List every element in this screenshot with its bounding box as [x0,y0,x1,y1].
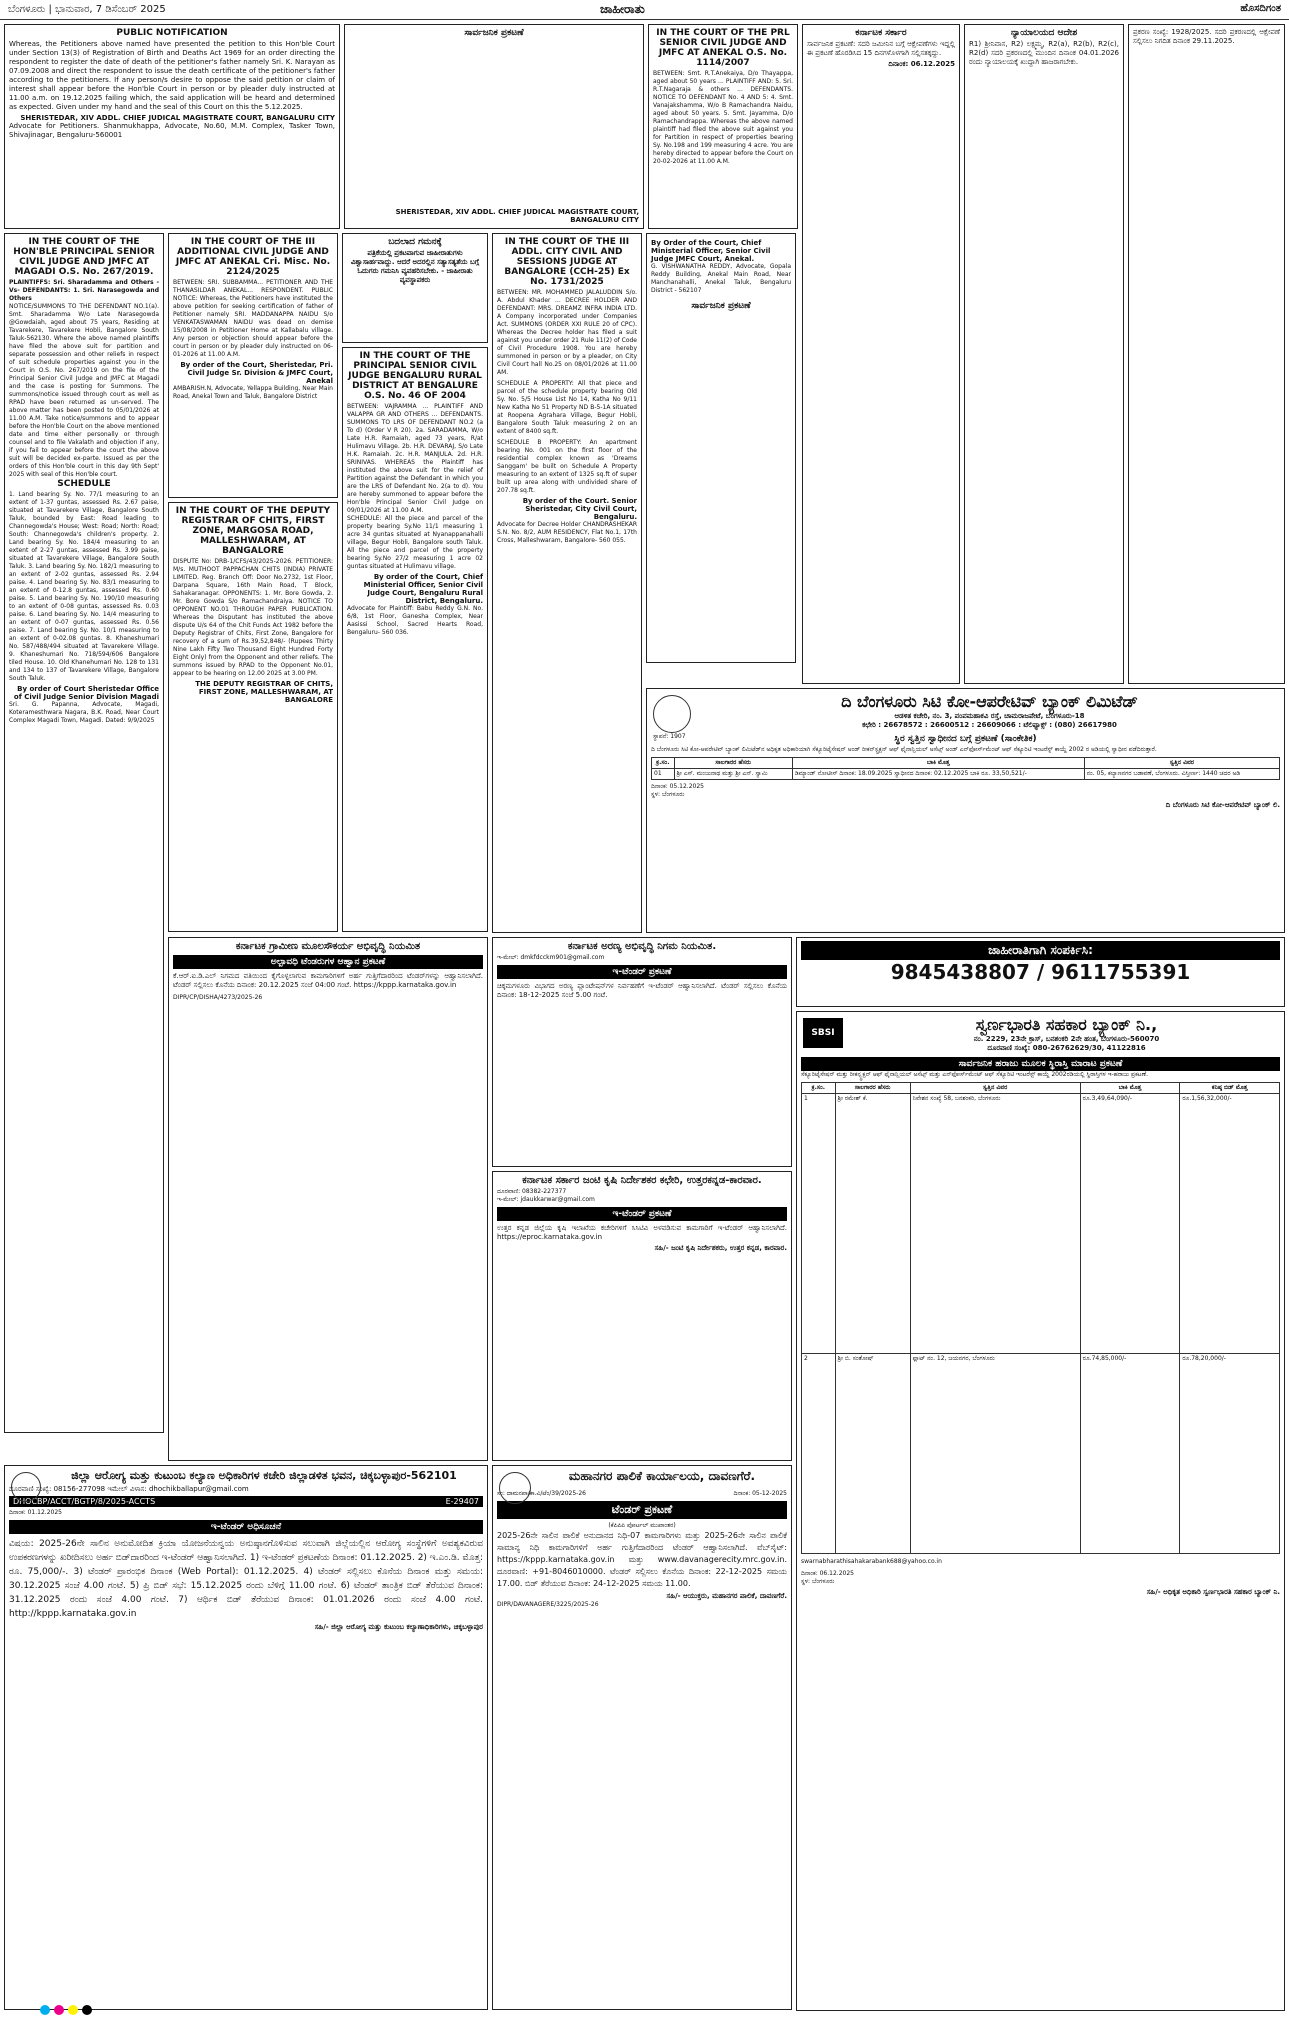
sbsi-phone: ದೂರವಾಣಿ ಸಂಖ್ಯೆ: 080-26762629/30, 41122816 [987,1044,1146,1052]
header-date: ಬೆಂಗಳೂರು | ಭಾನುವಾರ, 7 ಡಿಸೆಂಬರ್ 2025 [8,4,166,15]
bank-col-sl: ಕ್ರ.ಸಂ. [652,758,675,769]
agri-tender-title: ಇ-ಟೆಂಡರ್ ಪ್ರಕಟಣೆ [497,1207,787,1221]
sbsi-name: ಸ್ವರ್ಣಭಾರತಿ ಸಹಕಾರ ಬ್ಯಾಂಕ್ ನಿ., [975,1015,1158,1034]
bank-col-due: ಬಾಕಿ ಮೊತ್ತ [792,758,1084,769]
kn-notice-2 [964,24,1124,684]
magadi-sign: By order of Court Sheristedar Office of Civil Judge Senior Division Magadi [13,685,159,701]
corp-tender: ಟೆಂಡರ್ ಪ್ರಕಟಣೆ [497,1501,787,1519]
contact-ad [796,937,1285,1007]
agri-email: ಇ-ಮೇಲ್: jdaukkarwar@gmail.com [497,1196,595,1203]
sbsi-cell: ರೂ.3,49,64,090/- [1080,1094,1180,1354]
corp-date: ದಿನಾಂಕ: 05-12-2025 [733,1490,787,1497]
mid-title: ಸಾರ್ವಜನಿಕ ಪ್ರಕಟಣೆ [691,301,751,311]
corp-sub: (ಕೆಪಿಪಿಪಿ ಪೋರ್ಟಲ್ ಮುಖಾಂತರ) [608,1522,676,1529]
sbsi-col: ಕ್ರ.ಸಂ. [802,1083,836,1094]
rural-body: BETWEEN: VAJRAMMA ... PLAINTIFF AND VALAPPA GR AND OTHERS ... DEFENDANTS. SUMMONS TO LRS OF DEFENDANT NO.2 (a To d) (Order V R 20). 2a. SARADAMMA, W/o Late H.R. Ramaiah, aged 73 years, R/at Hulimavu Village. 2b. H.R. DEVARAJ, S/o Late H.K. Ramaiah. 2c. H.R. MANJULA. 2d. H.R. SRINIVAS. WHEREAS the Plaintiff has instituted the above suit for the relief of Partition against the Defendant in which you are the LRS of Defendant No. 2(a to d). You are hereby summoned to appear before the Hon'ble Principal Senior Civil Judge on 09/01/2026 at 11.00 A.M. [347,403,483,514]
public-notification-ad [4,24,340,229]
bank-cell: ನಂ. 05, ಕಲ್ಯಾಣನಗರ ಬಡಾವಣೆ, ಬೆಂಗಳೂರು. ವಿಸ್ತೀರ್ಣ: 1440 ಚದರ ಅಡಿ [1084,769,1279,780]
bank-cell: 01 [652,769,675,780]
rural-sign: By order of the Court, Chief Ministerial Officer, Senior Civil Judge Court, Bengaluru Rural District, Bengaluru. [363,573,483,605]
forest-corp-ad [492,937,792,1167]
table-row [802,1094,1280,1354]
registration-mark-cyan [40,2005,50,2015]
deputy-body: DISPUTE No: DRB-1/CFS/43/2025-2026. PETITIONER: M/s. MUTHOOT PAPPACHAN CHITS (INDIA) PRIVATE LIMITED. Reg. Branch Off: Door No.2732, 1st Floor, Darpana Square, 16th Main Road, T Block, Sahakaranagar. OPPONENTS: 1. Mr. Bore Gowda, 2. Mr. Bore Gowda S/o Ramachandraiya. NOTICE TO OPPONENT NO.01 THROUGH PAPER PUBLICATION. Whereas the Disputant has instituted the above dispute U/s 64 of the Chit Funds Act 1982 before the Deputy Registrar of Chits, First Zone, Bangalore for recovery of a sum of Rs.39,52,848/- (Rupees Thirty Nine Lakh Fifty Two Thousand Eight Hundred Forty Eight Only) from the Opponent and other reliefs. The summons issued by RPAD to the Opponent No.01, appear to be hearing on 12.00 2025 at 3.00 PM. [173,558,333,677]
sbsi-notice-body: ಸೆಕ್ಯೂರಿಟೈಸೇಷನ್ ಮತ್ತು ರೀಕನ್ಸ್ಟ್ರಕ್ಷನ್ ಆಫ್ ಫೈನಾನ್ಷಿಯಲ್ ಅಸೆಟ್ಸ್ ಮತ್ತು ಎನ್‌ಫೋರ್ಸ್‌ಮೆಂಟ್ ಆಫ್ ಸೆಕ್ಯೂರಿಟಿ ಇಂಟರೆಸ್ಟ್ ಕಾಯ್ದೆ 2002ರಡಿಯಲ್ಲಿ ಸ್ಥಿರಾಸ್ತಿಗಳ ಇ-ಹರಾಜು ಪ್ರಕಟಣೆ. [801,1071,1148,1078]
govt-emblem-icon [11,1472,41,1502]
contact-title: ಜಾಹೀರಾತಿಗಾಗಿ ಸಂಪರ್ಕಿಸಿ: [801,941,1280,960]
sbsi-col: ಕನಿಷ್ಠ ಬಿಡ್ ಮೊತ್ತ [1180,1083,1280,1094]
deputy-registrar-ad [168,502,338,932]
contact-phone: 9845438807 / 9611755391 [890,960,1191,984]
rural-schedule: SCHEDULE: All the piece and parcel of the property bearing Sy.No 11/1 measuring 1 acre 34 guntas situated at Nyanappanahalli village, Begur Hobli, Bangalore south Taluk. All the piece and parcel of the property bearing Sy.No 27/2 measuring 1 acre 02 guntas situated at Hulimavu village. [347,515,483,570]
bank-address: ಆಡಳಿತ ಕಚೇರಿ, ನಂ. 3, ಪಂಪಮಹಾಕವಿ ರಸ್ತೆ, ಚಾಮರಾಜಪೇಟೆ, ಬೆಂಗಳೂರು-18 [894,712,1085,720]
agri-body: ಉತ್ತರ ಕನ್ನಡ ಜಿಲ್ಲೆಯ ಕೃಷಿ ಇಲಾಖೆಯ ಕಚೇರಿಗಳಿಗೆ ಸಿಸಿಟಿವಿ ಅಳವಡಿಸುವ ಕಾಮಗಾರಿಗೆ ಇ-ಟೆಂಡರ್ ಆಹ್ವಾನಿಸಲಾಗಿದೆ. https://eproc.karnataka.gov.in [497,1224,787,1241]
kn-notice-1-body: ಸಾರ್ವಜನಿಕ ಪ್ರಕಟಣೆ: ಸದರಿ ಜಮೀನಿನ ಬಗ್ಗೆ ಆಕ್ಷೇಪಣೆಗಳು ಇದ್ದಲ್ಲಿ ಈ ಪ್ರಕಟಣೆ ಹೊರಡಿಸಿದ 15 ದಿನಗಳೊಳಗಾಗಿ ಸಲ್ಲಿಸತಕ್ಕದ್ದು. [807,40,955,57]
bank-col-property: ಸ್ವತ್ತಿನ ವಿವರ [1084,758,1279,769]
rural-advocate: Advocate for Plaintiff: Babu Reddy G.N. No. 6/8, 1st Floor, Ganesha Complex, Near Aasissi School, Sacred Hearts Road, Bengaluru- 560 036. [347,605,483,636]
corp-title: ಮಹಾನಗರ ಪಾಲಿಕೆ ಕಾರ್ಯಾಲಯ, ದಾವಣಗೆರೆ. [568,1469,756,1483]
magadi-court-ad [4,233,164,1433]
magadi-body: NOTICE/SUMMONS TO THE DEFENDANT NO.1(a). Smt. Sharadamma W/o Late Narasegowda @Gowdaiah, aged about 75 years, Residing at Tavarekere, Tavarekere Hobli, Bangalore South Taluk-562130. Where the above named plaintiffs have filed the above suit for partition and separate possession and other reliefs in respect of suit schedule properties against you in the Court in O.S. No. 267/2019 on the file of the Principal Senior Civil Judge and JMFC at Magadi and the case is posting for Summons. The summons/notice issued through court as well as RPAD have been returned as un-served. The above matter has been posted to 05/01/2026 at 11.00 A.M. Take notice/summons and to appear before the Hon'ble Court on the above mentioned date and time either personally or through counsel and to file Vakalath and objection if any, if you fail to appear before the court the above suit will be decided ex-parte. Issued as per the orders of this Hon'ble court in this day 9th Sept' 2025 with seal of this Hon'ble court. [9,303,159,478]
city-schedule-b: SCHEDULE B PROPERTY: An apartment bearing No. 001 on the first floor of the residential complex known as 'Dreams Sanggam' be built on Schedule A Property measuring to an extent of 1325 sq.ft of super built up area along with undivided share of 207.78 sq.ft. [497,439,637,494]
kn-notice-1-date: ದಿನಾಂಕ: 06.12.2025 [888,60,955,68]
table-row [802,1354,1280,1554]
city-coop-bank-ad [646,688,1285,933]
registration-mark-yellow [68,2005,78,2015]
health-tender: ಇ-ಟೆಂಡರ್ ಅಧಿಸೂಚನೆ [9,1520,483,1534]
sarvajanika-title: ಸಾರ್ವಜನಿಕ ಪ್ರಕಟಣೆ [464,28,524,38]
header-section: ಜಾಹೀರಾತು [600,2,645,16]
sbsi-col: ಸಾಲಗಾರರ ಹೆಸರು [835,1083,910,1094]
corp-sign: ಸಹಿ/- ಆಯುಕ್ತರು, ಮಹಾನಗರ ಪಾಲಿಕೆ, ದಾವಣಗೆರೆ. [666,1592,787,1600]
anekal-court-ad [168,233,338,498]
bank-table-header [652,758,1280,769]
kn-notice-1-title: ಕರ್ನಾಟಕ ಸರ್ಕಾರ [855,28,907,38]
forest-title: ಕರ್ನಾಟಕ ಅರಣ್ಯ ಅಭಿವೃದ್ಧಿ ನಿಗಮ ನಿಯಮಿತ. [567,941,717,952]
sbsi-cell: ರೂ.78,20,000/- [1180,1354,1280,1554]
deputy-sign: THE DEPUTY REGISTRAR OF CHITS, FIRST ZONE, MALLESHWARAM, AT BANGALORE [195,680,333,704]
table-row [652,769,1280,780]
krida-body: ಕೆ.ಆರ್.ಐ.ಡಿ.ಎಲ್ ನಿಗಮದ ವತಿಯಿಂದ ಕೈಗೊಳ್ಳಲಾಗುವ ಕಾಮಗಾರಿಗಳಿಗೆ ಅರ್ಹ ಗುತ್ತಿಗೆದಾರರಿಂದ ಟೆಂಡರ್‌ಗಳನ್ನು ಆಹ್ವಾನಿಸಲಾಗಿದೆ. ಟೆಂಡರ್ ಸಲ್ಲಿಸಲು ಕೊನೆಯ ದಿನಾಂಕ: 20.12.2025 ಸಂಜೆ 04:00 ಗಂಟೆ. https://kppp.karnataka.gov.in [173,972,483,989]
krida-tender-title: ಅಲ್ಪಾವಧಿ ಟೆಂಡರುಗಳ ಆಹ್ವಾನ ಪ್ರಕಟಣೆ [173,955,483,969]
sbsi-cell: ಫ್ಲಾಟ್ ನಂ. 12, ಜಯನಗರ, ಬೆಂಗಳೂರು [910,1354,1080,1554]
header-paper: ಹೊಸದಿಗಂತ [1240,3,1281,14]
reader-notice-title: ಬದಲಾದ ಗಮನಕ್ಕೆ [388,237,442,247]
public-notification-advocate: Advocate for Petitioners. Shanmukhappa, Advocate, No.60, M.M. Complex, Tasker Town, Shivajinagar, Bengaluru-560001 [9,122,335,139]
sbsi-cell: ರೂ.74,85,000/- [1080,1354,1180,1554]
health-sign: ಸಹಿ/- ಜಿಲ್ಲಾ ಆರೋಗ್ಯ ಮತ್ತು ಕುಟುಂಬ ಕಲ್ಯಾಣಾಧಿಕಾರಿಗಳು, ಚಿಕ್ಕಬಳ್ಳಾಪುರ [314,1623,483,1631]
corp-code: DIPR/DAVANAGERE/3225/2025-26 [497,1601,599,1608]
sbsi-col: ಸ್ವತ್ತಿನ ವಿವರ [910,1083,1080,1094]
health-phone: ದೂರವಾಣಿ ಸಂಖ್ಯೆ: 08156-277098 ಇಮೇಲ್ ವಿಳಾಸ: dhochikballapur@gmail.com [9,1485,249,1493]
anekal-pril-sign: By Order of the Court, Chief Ministerial Officer, Senior Civil Judge JMFC Court, Anekal. [651,239,771,263]
anekal-title: IN THE COURT OF THE III ADDITIONAL CIVIL JUDGE AND JMFC AT ANEKAL Cri. Misc. No. 2124/2025 [175,237,331,277]
rural-court-ad [342,347,488,932]
sbsi-cell: 1 [802,1094,836,1354]
deputy-title: IN THE COURT OF THE DEPUTY REGISTRAR OF CHITS, FIRST ZONE, MARGOSA ROAD, MALLESHWARAM, AT BANGALORE [175,506,331,556]
krida-title: ಕರ್ನಾಟಕ ಗ್ರಾಮೀಣ ಮೂಲಸೌಕರ್ಯ ಅಭಿವೃದ್ಧಿ ನಿಯಮಿತ [235,941,421,952]
bank-notice-title: ಸ್ಥಿರ ಸ್ವತ್ತಿನ ಸ್ವಾಧೀನದ ಬಗ್ಗೆ ಪ್ರಕಟಣೆ (ಸಾಂಕೇತಿಕ) [894,734,1037,744]
swarnabharathi-bank-ad [796,1011,1285,2011]
health-body: ವಿಷಯ: 2025-26ನೇ ಸಾಲಿನ ಅನುಮೋದಿತ ಕ್ರಿಯಾ ಯೋಜನೆಯನ್ವಯ ಅನುಷ್ಠಾನಗೊಳಿಸುವ ಸಲುವಾಗಿ ಜಿಲ್ಲೆಯಲ್ಲಿನ ಆರೋಗ್ಯ ಸಂಸ್ಥೆಗಳಿಗೆ ಅವಶ್ಯಕವಿರುವ ಉಪಕರಣಗಳನ್ನು ಖರೀದಿಸಲು ಅರ್ಹ ಬಿಡ್‌ದಾರರಿಂದ ಇ-ಟೆಂಡರ್ ಆಹ್ವಾನಿಸಲಾಗಿದೆ. 1) ಇ-ಟೆಂಡರ್ ಪ್ರಕಟಣೆಯ ದಿನಾಂಕ: 01.12.2025. 2) ಇ.ಎಂ.ಡಿ. ಮೊತ್ತ: ರೂ. 75,000/-. 3) ಟೆಂಡರ್ ಪ್ರಾರಂಭಿಕ ದಿನಾಂಕ (Web Portal): 01.12.2025. 4) ಟೆಂಡರ್ ಸಲ್ಲಿಸಲು ಕೊನೆಯ ದಿನಾಂಕ ಮತ್ತು ಸಮಯ: 30.12.2025 ಸಂಜೆ 4.00 ಗಂಟೆ. 5) ಪ್ರಿ ಬಿಡ್ ಸಭೆ: 15.12.2025 ರಂದು ಬೆಳಿಗ್ಗೆ 11.00 ಗಂಟೆ. 6) ಟೆಂಡರ್ ತಾಂತ್ರಿಕ ಬಿಡ್ ತೆರೆಯುವ ದಿನಾಂಕ: 31.12.2025 ರಂದು ಸಂಜೆ 4.00 ಗಂಟೆ. 7) ಆರ್ಥಿಕ ಬಿಡ್ ತೆರೆಯುವ ದಿನಾಂಕ: 01.01.2026 ರಂದು ಸಂಜೆ 4.00 ಗಂಟೆ. http://kppp.karnataka.gov.in [9,1539,483,1619]
page-header [0,0,1289,20]
sbsi-email: swarnabharathisahakarabank688@yahoo.co.in [801,1558,942,1565]
bank-name: ದಿ ಬೆಂಗಳೂರು ಸಿಟಿ ಕೋ-ಆಪರೇಟಿವ್ ಬ್ಯಾಂಕ್ ಲಿಮಿಟೆಡ್ [841,692,1138,711]
anekal-pril-title: IN THE COURT OF THE PRL SENIOR CIVIL JUDGE AND JMFC AT ANEKAL O.S. No. 1114/2007 [656,28,790,68]
sbsi-cell: ನಿವೇಶನ ಸಂಖ್ಯೆ 58, ಬನಶಂಕರಿ, ಬೆಂಗಳೂರು [910,1094,1080,1354]
magadi-schedule-title: SCHEDULE [57,479,111,489]
sbsi-address: ನಂ. 2229, 23ನೇ ಕ್ರಾಸ್, ಬನಶಂಕರಿ 2ನೇ ಹಂತ, ಬೆಂಗಳೂರು-560070 [973,1035,1160,1043]
public-notification-sign: SHERISTEDAR, XIV ADDL. CHIEF JUDICAL MAGISTRATE COURT, BANGALURU CITY [20,114,335,122]
kn-notice-2-title: ನ್ಯಾಯಾಲಯದ ಆದೇಶ [1010,28,1078,38]
bank-cell: ಡಿಮ್ಯಾಂಡ್ ನೋಟೀಸ್ ದಿನಾಂಕ: 18.09.2025 ಸ್ವಾಧೀನದ ದಿನಾಂಕ: 02.12.2025 ಬಾಕಿ ರೂ. 33,50,521/- [792,769,1084,780]
davanagere-corp-ad [492,1465,792,2010]
magadi-advocate: Sri. G. Papanna, Advocate, Magadi, Koteramesthwara Nagara, B.K. Road, Near Court Complex Magadi Town, Magadi. Dated: 9/9/2025 [9,701,159,724]
registration-mark-black [82,2005,92,2015]
kn-notice-3-body: ಪ್ರಕರಣ ಸಂಖ್ಯೆ: 1928/2025. ಸದರಿ ಪ್ರಕರಣದಲ್ಲಿ ಆಕ್ಷೇಪಣೆ ಸಲ್ಲಿಸಲು ನಿಗದಿತ ದಿನಾಂಕ 29.11.2025. [1133,28,1280,45]
corp-ref-line [497,1490,787,1498]
anekal-pril-body: BETWEEN: Smt. R.T.Anekaiya, D/o Thayappa, aged about 50 years ... PLAINTIFF AND: 5. Sri. R.T.Nagaraja & others ... DEFENDANTS. NOTICE TO DEFENDANT No. 4 AND 5: 4. Smt. Vanajakshamma, W/o B Ramachandra Naidu, aged about 50 years. 5. Smt. Jayamma, D/o Ramachandrappa. Whereas the above named plaintiff had filed the above suit against you for Partition in respect of properties bearing Sy. No.198 and 199 measuring 4 acre. You are hereby directed to appear before the Court on 20-02-2026 at 11.00 A.M. [653,70,793,165]
anekal-body: BETWEEN: SRI. SUBBAMMA... PETITIONER AND THE THANASILDAR ANEKAL... RESPONDENT. PUBLIC NOTICE: Whereas, the Petitioners have instituted the above petition for seeking certification of father of Petitioner namely SRI. MADDANAPPA NAIDU S/o VENKATASWAMAN NAIDU was dead on demise 15/08/2008 in Petitioner Home at Kallabalu village. Any person or objection should appear before the court in person or by pleader duly instructed on 06-01-2026 at 11.00 A.M. [173,279,333,358]
forest-email: ಇ-ಮೇಲ್: dmkfdcckm901@gmail.com [497,954,605,961]
forest-tender-body: ಚಿಕ್ಕಮಗಳೂರು ವಿಭಾಗದ ಅರಣ್ಯ ಪ್ಲಾಂಟೇಷನ್‌ಗಳ ನಿರ್ವಹಣೆಗೆ ಇ-ಟೆಂಡರ್ ಆಹ್ವಾನಿಸಲಾಗಿದೆ. ಟೆಂಡರ್ ಸಲ್ಲಿಸಲು ಕೊನೆಯ ದಿನಾಂಕ: 18-12-2025 ಸಂಜೆ 5.00 ಗಂಟೆ. [497,982,787,999]
magadi-schedule: 1. Land bearing Sy. No. 77/1 measuring to an extent of 1-37 guntas, assessed Rs. 2.67 paise, situated at Tavarekere Village, Bangalore South Taluk, bounded by East: Road leading to Channegowda's House; West: Road; North: Road; South: Channegowda's children's property. 2. Land bearing Sy. No. 184/4 measuring to an extent of 2-27 guntas, assessed Rs. 3.99 paise, situated at Tavarekere Village, Bangalore South Taluk. 3. Land bearing Sy. No. 182/1 measuring to an extent of 2-02 guntas, assessed Rs. 2.94 paise. 4. Land bearing Sy. No. 83/1 measuring to an extent of 0-12.8 guntas, assessed Rs. 0.60 paise. 5. Land bearing Sy. No. 190/10 measuring to an extent of 0-08 guntas, assessed Rs. 0.03 paise. 6. Land bearing Sy. No. 14/4 measuring to an extent of 0-07 guntas, assessed Rs. 0.56 paise. 7. Land bearing Sy. No. 10/1 measuring to an extent of 0-02.08 guntas. 8. Khaneshumari No. 587/488/494 situated at Tavarekere Village. 9. Khaneshumari No. 718/594/606 Bangalore tiled House. 10. Old Khanehumari No. 128 to 131 and 134 to 137 of Tavarekere Village, Bangalore South Taluk. [9,491,159,682]
reader-notice-ad [342,233,488,343]
krida-ad [168,937,488,1461]
sbsi-cell: ಶ್ರೀ ಬಿ. ಸಂತೋಷ್ [835,1354,910,1554]
sbsi-table-header [802,1083,1280,1094]
agri-title: ಕರ್ನಾಟಕ ಸರ್ಕಾರ ಜಂಟಿ ಕೃಷಿ ನಿರ್ದೇಶಕರ ಕಛೇರಿ, ಉತ್ತರಕನ್ನಡ-ಕಾರವಾರ. [522,1175,762,1186]
corp-ref: ಸಂ: ದಾಮನಪಾ/ಕಾ.ವಿ/ಟೆಂ/39/2025-26 [497,1490,586,1497]
bank-sign: ದಿ ಬೆಂಗಳೂರು ಸಿಟಿ ಕೋ-ಆಪರೇಟಿವ್ ಬ್ಯಾಂಕ್ ಲಿ. [1165,801,1280,809]
anekal-pril-cont-ad [646,233,796,663]
corp-body: 2025-26ನೇ ಸಾಲಿನ ಪಾಲಿಕೆ ಅನುದಾನದ ನಿಧಿ-07 ಕಾಮಗಾರಿಗಳು ಮತ್ತು 2025-26ನೇ ಸಾಲಿನ ಪಾಲಿಕೆ ಸಾಮಾನ್ಯ ನಿಧಿ ಕಾಮಗಾರಿಗಳಿಗೆ ಅರ್ಹ ಗುತ್ತಿಗೆದಾರರಿಂದ ಟೆಂಡರ್ ಆಹ್ವಾನಿಸಲಾಗಿದೆ. ವೆಬ್‌ಸೈಟ್: https://kppp.karnataka.gov.in ಮತ್ತು www.davanagerecity.mrc.gov.in. ದೂರವಾಣಿ: +91-8046010000. ಟೆಂಡರ್ ಸಲ್ಲಿಸಲು ಕೊನೆಯ ದಿನಾಂಕ: 22-12-2025 ಸಮಯ 17.00. ಬಿಡ್ ತೆರೆಯುವ ದಿನಾಂಕ: 24-12-2025 ಸಮಯ 11.00. [497,1531,787,1588]
sbsi-notice-title: ಸಾರ್ವಜನಿಕ ಹರಾಜು ಮೂಲಕ ಸ್ಥಿರಾಸ್ತಿ ಮಾರಾಟ ಪ್ರಕಟಣೆ [801,1057,1280,1071]
anekal-pril-advocate: G. VISHWANATHA REDDY, Advocate, Gopala Reddy Building, Anekal Main Road, Near Manchanahalli, Anekal Taluk, Bengaluru District - 562107 [651,263,791,294]
krida-code: DIPR/CP/DISHA/4273/2025-26 [173,994,263,1001]
reader-notice-body: ಪತ್ರಿಕೆಯಲ್ಲಿ ಪ್ರಕಟವಾಗುವ ಜಾಹೀರಾತುಗಳು ವಿಶ್ವಾಸಾರ್ಹವಾದ್ದು. ಆದರೆ ಅದರಲ್ಲಿನ ಸತ್ಯಾಸತ್ಯತೆಯ ಬಗ್ಗೆ ಓದುಗರು ಗಮನಿಸಿ ವ್ಯವಹರಿಸಬೇಕು. - ಜಾಹೀರಾತು ವ್ಯವಸ್ಥಾಪಕರು [350,249,480,284]
agri-phone: ದೂರವಾಣಿ: 08382-227377 [497,1188,567,1195]
bank-phone: ಕಛೇರಿ : 26678572 : 26600512 : 26609066 : ಟೆಲಿಫ್ಯಾಕ್ಸ್ : (080) 26617980 [862,721,1117,729]
city-body: BETWEEN: MR. MOHAMMED JALALUDDIN S/o. A. Abdul Khader ... DECREE HOLDER AND DEFENDANT: MRS. DREAMZ INFRA INDIA LTD. A Company incorporated under Companies Act. SUMMONS (ORDER XXI RULE 20 of CPC). Whereas the Decree holder has filed a suit against you under order 21 Rule 11(2) of Code of Civil Procedure 1908. You are hereby summoned in person or by a pleader, on City Civil Court hall No.25 on 08/01/2026 at 11.00 AM. [497,289,637,376]
rural-title: IN THE COURT OF THE PRINCIPAL SENIOR CIVIL JUDGE BENGALURU RURAL DISTRICT AT BENGALURE O.S. No. 46 OF 2004 [348,351,482,401]
city-advocate: Advocate for Decree Holder CHANDRASHEKAR S.N. No. 8/2, AUM RESIDENCY, Flat No.1, 17th Cross, Malleshwaram, Bangalore- 560 055. [497,521,637,544]
kn-notice-1 [802,24,960,684]
forest-tender-title: ಇ-ಟೆಂಡರ್ ಪ್ರಕಟಣೆ [497,965,787,979]
sbsi-date: ದಿನಾಂಕ: 06.12.2025 [801,1570,854,1577]
bank-cell: ಶ್ರೀ ಎಸ್. ಮಂಜುನಾಥ ಮತ್ತು ಶ್ರೀ ಎನ್. ಸ್ವಾಮಿ [674,769,792,780]
anekal-pril-ad [648,24,798,229]
bank-logo-icon [653,695,691,733]
bank-table [651,757,1280,780]
bank-notice-body: ದಿ ಬೆಂಗಳೂರು ಸಿಟಿ ಕೋ-ಆಪರೇಟಿವ್ ಬ್ಯಾಂಕ್ ಲಿಮಿಟೆಡ್‌ನ ಅಧಿಕೃತ ಅಧಿಕಾರಿಯಾಗಿ ಸೆಕ್ಯೂರಿಟೈಸೇಷನ್ ಅಂಡ್ ರೀಕನ್‌ಸ್ಟ್ರಕ್ಷನ್ ಆಫ್ ಫೈನಾನ್ಷಿಯಲ್ ಅಸೆಟ್ಸ್ ಅಂಡ್ ಎನ್‌ಫೋರ್ಸ್‌ಮೆಂಟ್ ಆಫ್ ಸೆಕ್ಯೂರಿಟಿ ಇಂಟರೆಸ್ಟ್ ಕಾಯ್ದೆ 2002 ರ ಅಡಿಯಲ್ಲಿ ಸ್ವಾಧೀನ ಪಡೆದಿರುತ್ತಾರೆ. [651,746,1157,753]
health-code: E-29407 [445,1497,479,1506]
bank-date: ದಿನಾಂಕ: 05.12.2025 [651,783,704,790]
sarvajanika-ad [344,24,644,229]
corp-logo-icon [499,1472,531,1504]
bank-col-name: ಸಾಲಗಾರರ ಹೆಸರು [674,758,792,769]
sbsi-table [801,1082,1280,1554]
agri-office-ad [492,1171,792,1461]
agri-sign: ಸಹಿ/- ಜಂಟಿ ಕೃಷಿ ನಿರ್ದೇಶಕರು, ಉತ್ತರ ಕನ್ನಡ, ಕಾರವಾರ. [654,1244,787,1252]
sbsi-logo-icon: SBSI [803,1018,843,1048]
city-title: IN THE COURT OF THE III ADDL. CITY CIVIL AND SESSIONS JUDGE AT BANGALORE (CCH-25) Ex No. 1731/2025 [504,237,630,287]
health-ref-bar [9,1496,483,1507]
sbsi-cell: ರೂ.1,56,32,000/- [1180,1094,1280,1354]
anekal-sign: By order of the Court, Sheristedar, Pri. Civil Judge Sr. Division & JMFC Court, Anekal [180,361,333,385]
sbsi-place: ಸ್ಥಳ: ಬೆಂಗಳೂರು [801,1578,835,1585]
kn-notice-3 [1128,24,1285,684]
public-notification-body: Whereas, the Petitioners above named have presented the petition to this Hon'ble Court under Section 13(3) of Registration of Birth and Deaths Act 1969 for an order directing the respondent to register the date of death of the petitioner's father namely Sri. K. Narayan as 07.09.2008 and direct the respondent to issue the death certificate of the petitioner's father according to the petitioners. If any person/s desire to oppose the said petition or claim of interest shall appear before the Hon'ble Court in person or by pleader duly instructed at 11.00 a.m. on 19.12.2025 failing which, the said application will be heard and determined as expected. Given under my hand and the seal of this Court on this the 5.12.2025. [9,40,335,111]
city-schedule-a: SCHEDULE A PROPERTY: All that piece and parcel of the schedule property bearing Old Sy. No. 5/5 House List No 14, Katha No 9/11 New Katha No 51 Property ND B-5-1A situated at Roopena Agrahara Village, Begur Hobli, Bangalore South Taluk measuring 2 on an extent of 8400 sq.ft. [497,380,637,435]
sbsi-sign: ಸಹಿ/- ಅಧಿಕೃತ ಅಧಿಕಾರಿ ಸ್ವರ್ಣಭಾರತಿ ಸಹಕಾರ ಬ್ಯಾಂಕ್ ನಿ. [1146,1588,1280,1596]
registration-mark-magenta [54,2005,64,2015]
anekal-advocate: AMBARISH.N, Advocate, Yellappa Building, Near Main Road, Anekal Town and Taluk, Bangalore District [173,385,333,400]
city-sign: By order of the Court. Senior Sheristedar, City Civil Court, Bengaluru. [522,497,637,521]
bank-est: ಸ್ಥಾಪನೆ: 1907 [653,733,686,740]
sarvajanika-sign: SHERISTEDAR, XIV ADDL. CHIEF JUDICAL MAGISTRATE COURT, BANGALURU CITY [395,208,639,224]
sbsi-col: ಬಾಕಿ ಮೊತ್ತ [1080,1083,1180,1094]
magadi-parties: PLAINTIFFS: Sri. Sharadamma and Others -Vs- DEFENDANTS: 1. Sri. Narasegowda and Others [9,279,159,302]
sbsi-cell: 2 [802,1354,836,1554]
magadi-title: IN THE COURT OF THE HON'BLE PRINCIPAL SENIOR CIVIL JUDGE AND JMFC AT MAGADI O.S. No. 267/2019. [13,237,155,277]
health-date: ದಿನಾಂಕ: 01.12.2025 [9,1509,62,1516]
health-title: ಜಿಲ್ಲಾ ಆರೋಗ್ಯ ಮತ್ತು ಕುಟುಂಬ ಕಲ್ಯಾಣ ಅಧಿಕಾರಿಗಳ ಕಚೇರಿ ಜಿಲ್ಲಾಡಳಿತ ಭವನ, ಚಿಕ್ಕಬಳ್ಳಾಪುರ-562101 [71,1469,457,1482]
bank-place: ಸ್ಥಳ: ಬೆಂಗಳೂರು [651,791,685,798]
kn-notice-2-body: R1) ಶ್ರೀನಿವಾಸ, R2) ಲಕ್ಷ್ಮಮ್ಮ, R2(a), R2(b), R2(c), R2(d) ಸದರಿ ಪ್ರಕರಣದಲ್ಲಿ ಮುಂದಿನ ದಿನಾಂಕ 04.01.2026 ರಂದು ನ್ಯಾಯಾಲಯಕ್ಕೆ ಖುದ್ದಾಗಿ ಹಾಜರಾಗಬೇಕು. [969,40,1119,66]
health-ref: DHOCBP/ACCT/BGTP/8/2025-ACCTS [13,1497,156,1506]
health-office-ad [4,1465,488,2010]
sbsi-cell: ಶ್ರೀ ರಮೇಶ್ ಕೆ. [835,1094,910,1354]
city-civil-court-ad [492,233,642,933]
public-notification-title: PUBLIC NOTIFICATION [116,28,228,38]
